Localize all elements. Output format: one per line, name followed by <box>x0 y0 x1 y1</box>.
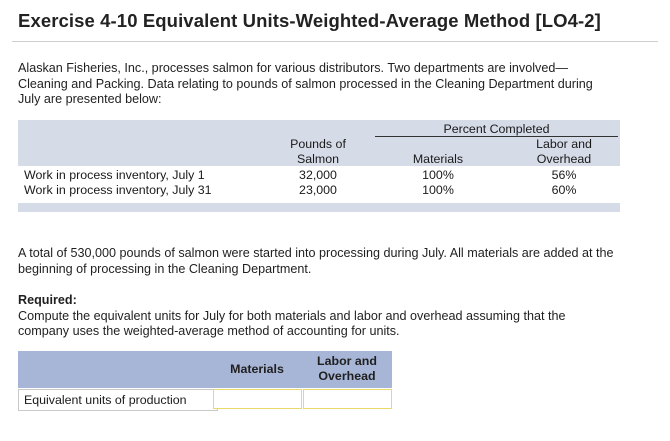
materials-equivalent-units-input[interactable] <box>213 389 302 409</box>
eq-row-label: Equivalent units of production <box>18 389 218 411</box>
intro-paragraph <box>18 61 648 108</box>
required-section <box>18 293 648 340</box>
eq-table-header <box>18 351 392 388</box>
col-labor-header-line1: Labor and <box>536 137 592 151</box>
intro-line-2: Cleaning and Packing. Data relating to pounds of salmon processed in the Cleaning Department during <box>18 76 593 91</box>
labor-overhead-equivalent-units-input[interactable] <box>303 389 392 409</box>
intro-line-3: July are presented below: <box>18 92 162 106</box>
table-row <box>18 389 392 411</box>
processing-paragraph <box>18 246 648 277</box>
row-materials: 100% <box>422 183 454 197</box>
intro-line-1: Alaskan Fisheries, Inc., processes salmon for various distributors. Two departments are involved— <box>18 61 568 75</box>
row-pounds: 23,000 <box>299 183 337 197</box>
row-label: Work in process inventory, July 1 <box>24 168 205 182</box>
data-table-footer-band <box>18 203 620 212</box>
col-materials-header: Materials <box>412 152 464 166</box>
row-labor: 56% <box>551 168 577 182</box>
exercise-title: Exercise 4-10 Equivalent Units-Weighted-Average Method [LO4-2] <box>18 10 601 31</box>
row-pounds: 32,000 <box>299 168 337 182</box>
eq-col-labor-header-line2: Overhead <box>318 369 376 383</box>
processing-line-2: beginning of processing in the Cleaning Department. <box>18 261 312 276</box>
col-pounds-header-line1: Pounds of <box>290 137 346 151</box>
eq-col-labor-header-line1: Labor and <box>317 354 377 368</box>
processing-line-1: A total of 530,000 pounds of salmon were started into processing during July. All materials are added at the <box>18 246 614 260</box>
title-divider <box>12 41 658 42</box>
required-line-1: Compute the equivalent units for July for both materials and labor and overhead assuming that the <box>18 308 566 323</box>
row-label: Work in process inventory, July 31 <box>24 183 212 197</box>
row-labor: 60% <box>551 183 577 197</box>
col-pounds-header-line2: Salmon <box>296 152 339 166</box>
required-line-2: company uses the weighted-average method of accounting for units. <box>18 324 400 338</box>
row-materials: 100% <box>422 168 454 182</box>
percent-completed-header: Percent Completed <box>443 122 550 136</box>
required-heading: Required: <box>18 293 77 307</box>
col-labor-header-line2: Overhead <box>536 152 592 166</box>
eq-col-materials-header: Materials <box>230 362 284 376</box>
